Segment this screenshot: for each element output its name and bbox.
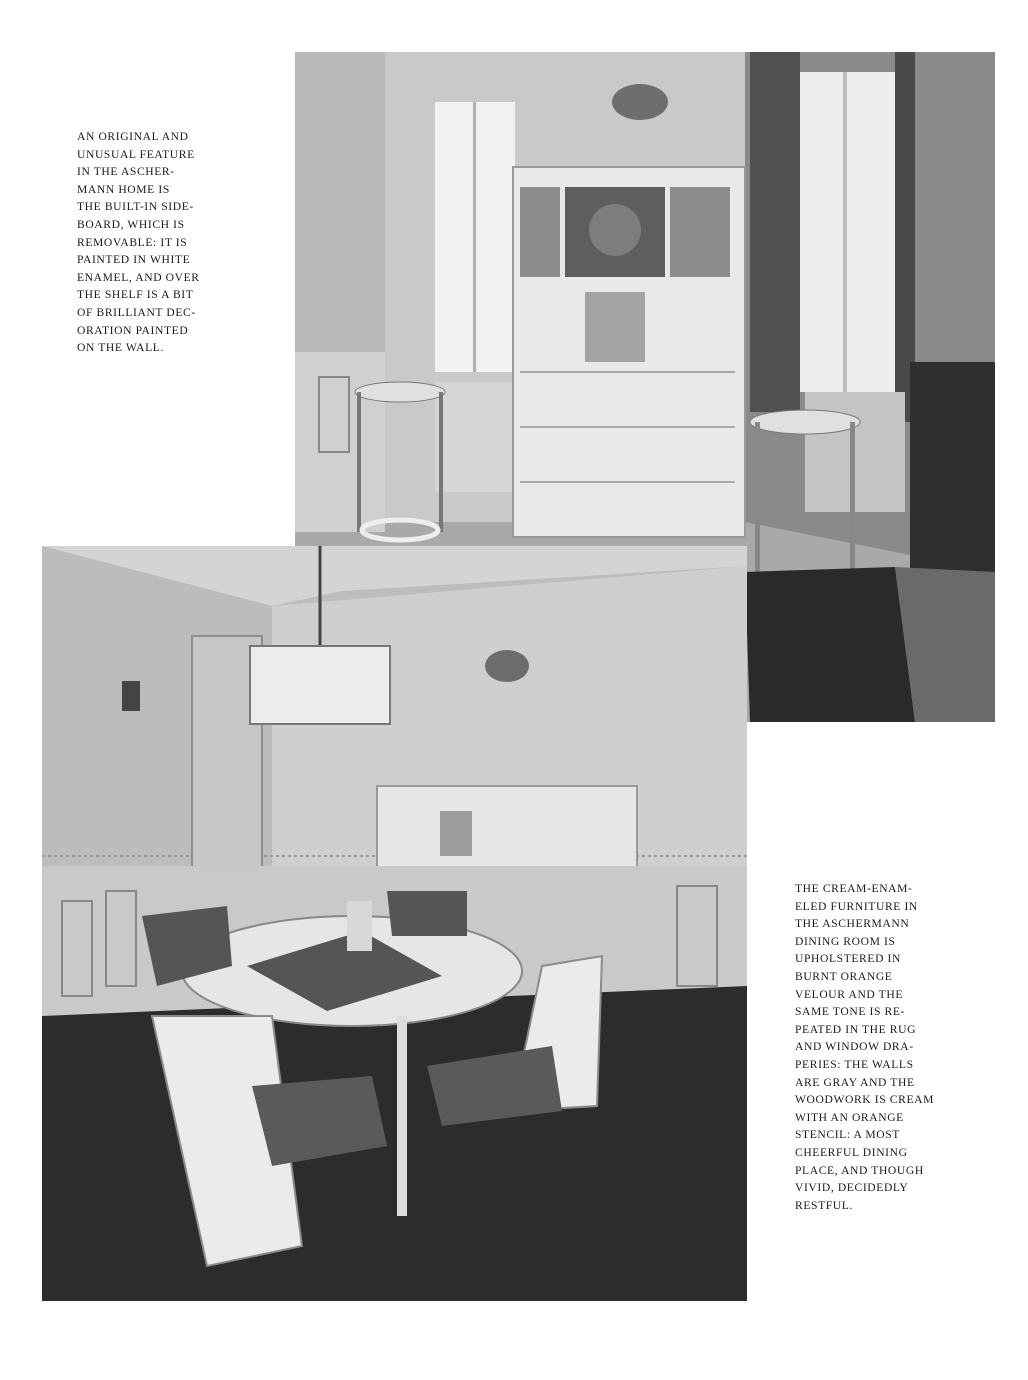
caption-line: VELOUR AND THE [795,987,904,1001]
caption-line: THE BUILT-IN SIDE- [77,200,194,214]
caption-line: MANN HOME IS [77,182,170,196]
caption-line: PERIES: THE WALLS [795,1057,914,1071]
caption-dining-room [795,880,934,1214]
caption-line: ON THE WALL. [77,341,164,355]
caption-line: STENCIL: A MOST [795,1128,900,1142]
caption-line: ENAMEL, AND OVER [77,270,200,284]
caption-line: AN ORIGINAL AND [77,130,189,143]
caption-line: WITH AN ORANGE [795,1110,904,1124]
caption-line: BOARD, WHICH IS [77,217,185,231]
caption-line: ELED FURNITURE IN [795,899,918,913]
photo-dining-room [42,546,747,1301]
caption-line: CHEERFUL DINING [795,1145,908,1159]
caption-line: PAINTED IN WHITE [77,253,191,267]
caption-line: THE ASCHERMANN [795,917,910,931]
caption-line: BURNT ORANGE [795,969,893,983]
caption-line: ARE GRAY AND THE [795,1075,915,1089]
caption-line: OF BRILLIANT DEC- [77,305,196,319]
caption-line: WOODWORK IS CREAM [795,1093,935,1107]
caption-line: REMOVABLE: IT IS [77,235,188,249]
caption-line: DINING ROOM IS [795,934,896,948]
caption-line: THE SHELF IS A BIT [77,288,194,302]
caption-line: UPHOLSTERED IN [795,952,901,966]
caption-line: RESTFUL. [795,1198,853,1212]
caption-line: ORATION PAINTED [77,323,189,337]
caption-line: PLACE, AND THOUGH [795,1163,924,1177]
caption-line: VIVID, DECIDEDLY [795,1181,909,1195]
caption-line: THE CREAM-ENAM- [795,882,913,895]
caption-line: SAME TONE IS RE- [795,1005,905,1019]
caption-line: AND WINDOW DRA- [795,1040,914,1054]
caption-sideboard [77,128,200,357]
caption-line: UNUSUAL FEATURE [77,147,195,161]
caption-line: IN THE ASCHER- [77,165,175,179]
caption-line: PEATED IN THE RUG [795,1022,917,1036]
